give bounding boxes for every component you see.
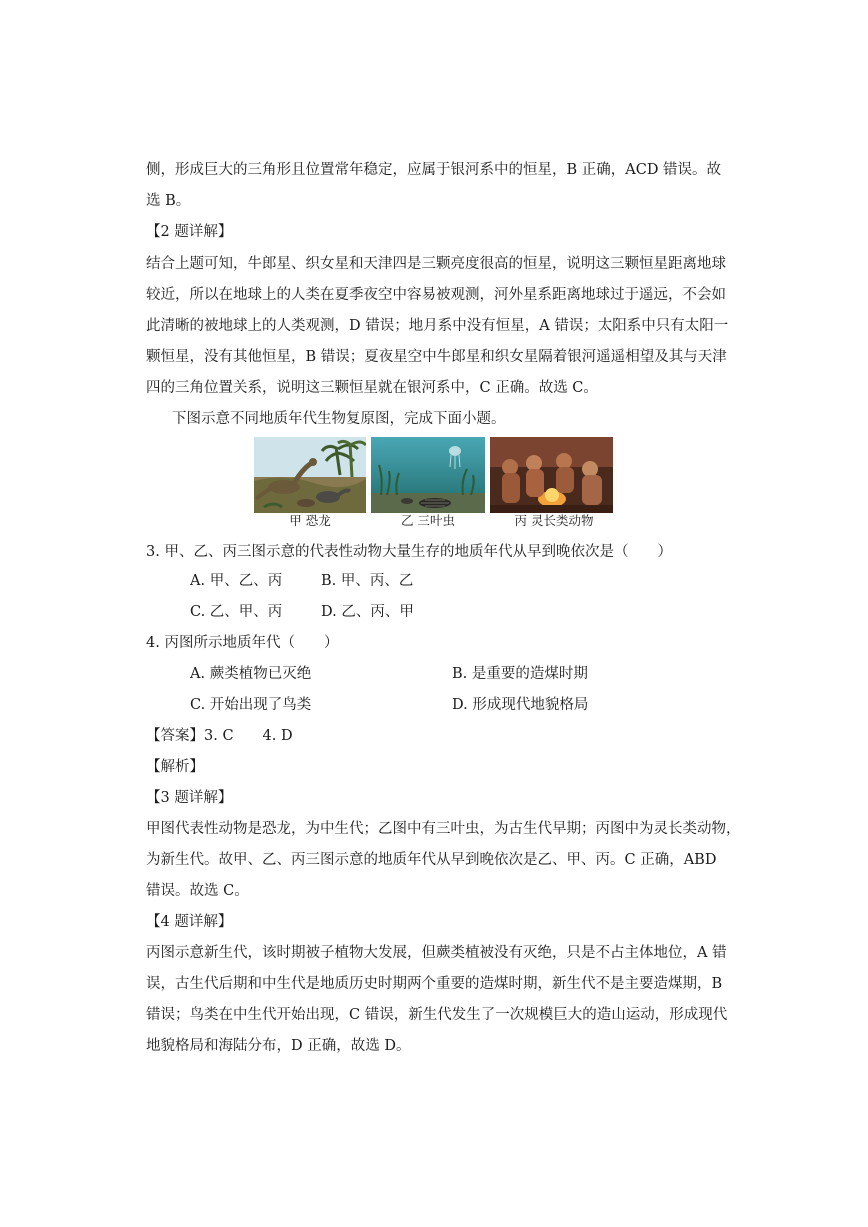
paragraph-2-line-3: 此清晰的被地球上的人类观测，D 错误；地月系中没有恒星，A 错误；太阳系中只有太阳一 bbox=[146, 318, 729, 334]
paragraph-4-line-4: 地貌格局和海陆分布，D 正确，故选 D。 bbox=[146, 1038, 411, 1054]
paragraph-2-line-2: 较近，所以在地球上的人类在夏季夜空中容易被观测，河外星系距离地球过于遥远，不会如 bbox=[146, 287, 726, 303]
primate-image bbox=[490, 437, 613, 513]
question-4: 4. 丙图所示地质年代（ ） bbox=[146, 635, 339, 651]
section-heading-q4: 【4 题详解】 bbox=[146, 914, 233, 930]
q4-option-d: D. 形成现代地貌格局 bbox=[452, 697, 589, 713]
paragraph-2-line-4: 颗恒星，没有其他恒星，B 错误；夏夜星空中牛郎星和织女星隔着银河遥遥相望及其与天津 bbox=[146, 349, 727, 365]
q3-option-a: A. 甲、乙、丙 bbox=[190, 573, 283, 589]
q3-option-c: C. 乙、甲、丙 bbox=[190, 604, 283, 620]
dinosaur-caption: 甲 恐龙 bbox=[289, 513, 331, 528]
section-heading-q3: 【3 题详解】 bbox=[146, 790, 233, 806]
paragraph-2-line-1: 结合上题可知，牛郎星、织女星和天津四是三颗亮度很高的恒星，说明这三颗恒星距离地球 bbox=[146, 256, 726, 272]
paragraph-4-line-3: 错误；鸟类在中生代开始出现，C 错误，新生代发生了一次规模巨大的造山运动，形成现代 bbox=[146, 1007, 728, 1023]
trilobite-image bbox=[371, 437, 485, 513]
paragraph-4-line-2: 误，古生代后期和中生代是地质历史时期两个重要的造煤时期，新生代不是主要造煤期，B bbox=[146, 976, 723, 992]
dinosaur-image bbox=[254, 437, 366, 513]
primate-illustration bbox=[490, 437, 613, 513]
q3-option-d: D. 乙、丙、甲 bbox=[321, 604, 414, 620]
paragraph-1-line-2: 选 B。 bbox=[146, 193, 191, 209]
q4-option-a: A. 蕨类植物已灭绝 bbox=[190, 666, 312, 682]
question-3: 3. 甲、乙、丙三图示意的代表性动物大量生存的地质年代从早到晚依次是（ ） bbox=[146, 544, 672, 560]
q4-option-c: C. 开始出现了鸟类 bbox=[190, 697, 312, 713]
paragraph-3-line-1: 甲图代表性动物是恐龙，为中生代；乙图中有三叶虫，为古生代早期；丙图中为灵长类动物， bbox=[146, 821, 741, 837]
answer-line: 【答案】3. C 4. D bbox=[146, 728, 293, 744]
q3-option-b: B. 甲、丙、乙 bbox=[321, 573, 414, 589]
paragraph-1-line-1: 侧，形成巨大的三角形且位置常年稳定，应属于银河系中的恒星，B 正确，ACD 错误。故 bbox=[146, 162, 722, 178]
dinosaur-illustration bbox=[254, 437, 366, 513]
section-heading-q2: 【2 题详解】 bbox=[146, 224, 233, 240]
paragraph-3-line-2: 为新生代。故甲、乙、丙三图示意的地质年代从早到晚依次是乙、甲、丙。C 正确，ABD bbox=[146, 852, 717, 868]
analysis-heading: 【解析】 bbox=[146, 759, 204, 775]
trilobite-illustration bbox=[371, 437, 485, 513]
paragraph-3-line-3: 错误。故选 C。 bbox=[146, 883, 249, 899]
primate-caption: 丙 灵长类动物 bbox=[514, 513, 594, 528]
q4-option-b: B. 是重要的造煤时期 bbox=[452, 666, 588, 682]
paragraph-4-line-1: 丙图示意新生代，该时期被子植物大发展，但蕨类植被没有灭绝，只是不占主体地位，A 错 bbox=[146, 945, 727, 961]
paragraph-2-line-5: 四的三角位置关系，说明这三颗恒星就在银河系中，C 正确。故选 C。 bbox=[146, 380, 598, 396]
question-intro: 下图示意不同地质年代生物复原图，完成下面小题。 bbox=[172, 411, 506, 427]
trilobite-caption: 乙 三叶虫 bbox=[401, 513, 455, 528]
